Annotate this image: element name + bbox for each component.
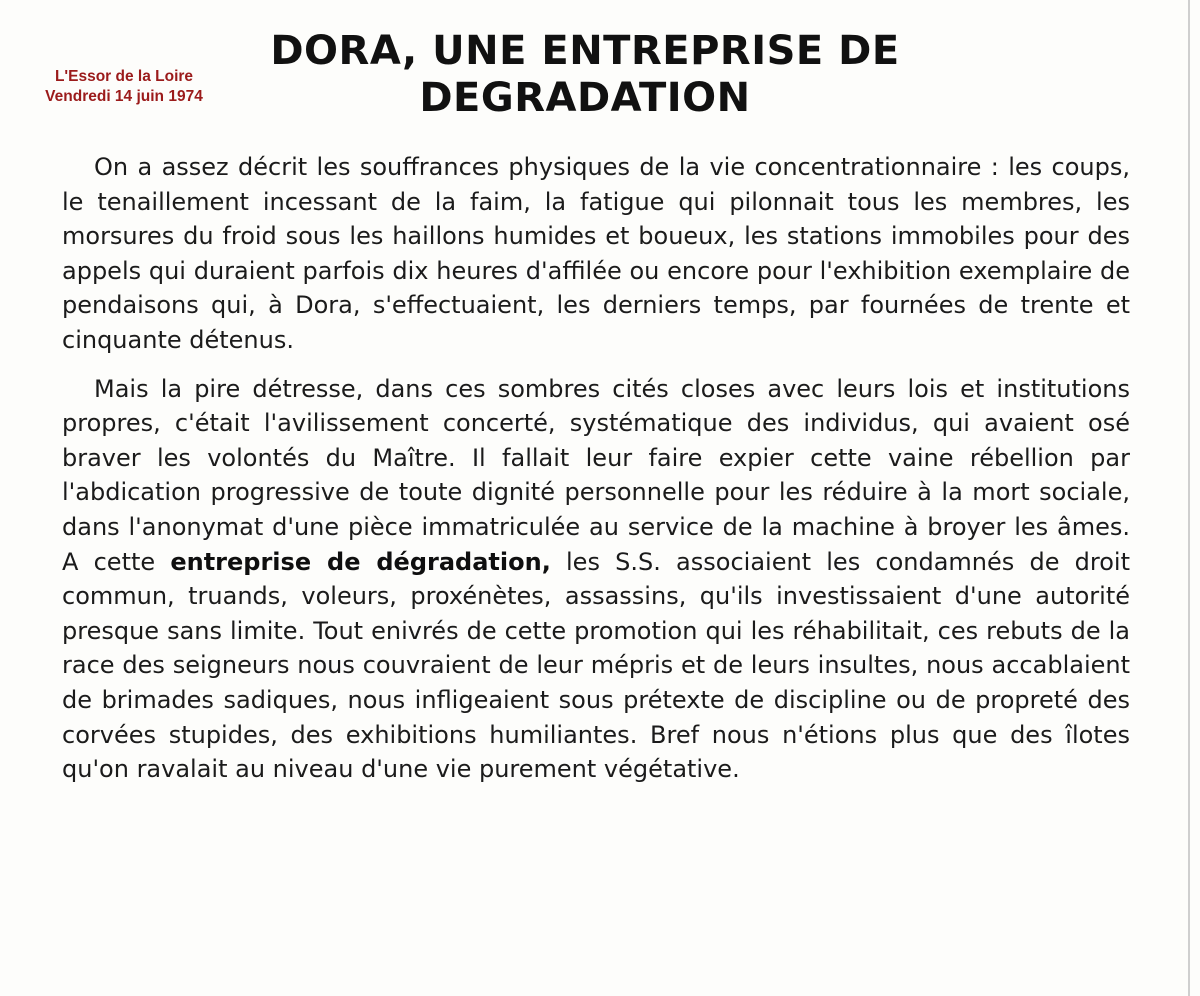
paragraph-2-text-end: les S.S. associaient les condamnés de droit commun, truands, voleurs, proxénètes, assassins, qu'ils investissaient d'une autorité presque sans limite. Tout enivrés de cette promotion qui les réhabilitait, ces rebuts de la race des seigneurs nous couvraient de leur mépris et de leurs insultes, nous accablaient de brimades sadiques, nous infligeaient sous prétexte de discipline ou de propreté des corvées stupides, des exhibitions humiliantes. Bref nous n'étions plus que des îlotes qu'on ravalait au niveau d'une vie purement végétative. — [62, 547, 1130, 784]
article-paragraph-2 — [62, 372, 1130, 787]
article-paragraph-1: On a assez décrit les souffrances physiques de la vie concentrationnaire : les coups, le tenaillement incessant de la faim, la fatigue qui pilonnait tous les membres, les morsures du froid sous les haillons humides et boueux, les stations immobiles pour des appels qui duraient parfois dix heures d'affilée ou encore pour l'exhibition exemplaire de pendaisons qui, à Dora, s'effectuaient, les derniers temps, par fournées de trente et cinquante détenus. — [62, 153, 1130, 354]
article-body — [62, 150, 1130, 787]
scan-edge-line — [1188, 0, 1190, 996]
headline-line-2: DEGRADATION — [419, 75, 751, 121]
article-headline — [215, 28, 955, 122]
source-label — [24, 67, 224, 107]
source-date: Vendredi 14 juin 1974 — [45, 88, 203, 105]
source-newspaper-name: L'Essor de la Loire — [54, 68, 194, 85]
paragraph-2-text-start: Mais la pire détresse, dans ces sombres cités closes avec leurs lois et institutions propres, c'était l'avilissement concerté, systématique des individus, qui avaient osé braver les volontés du Maître. Il fallait leur faire expier cette vaine rébellion par l'abdication progressive de toute dignité personnelle pour les réduire à la mort sociale, dans l'anonymat d'une pièce immatriculée au service de la machine à broyer les âmes. A cette — [62, 374, 1130, 576]
headline-line-1: DORA, UNE ENTREPRISE DE — [270, 28, 900, 74]
bold-phrase: entreprise de dégradation, — [170, 547, 551, 576]
